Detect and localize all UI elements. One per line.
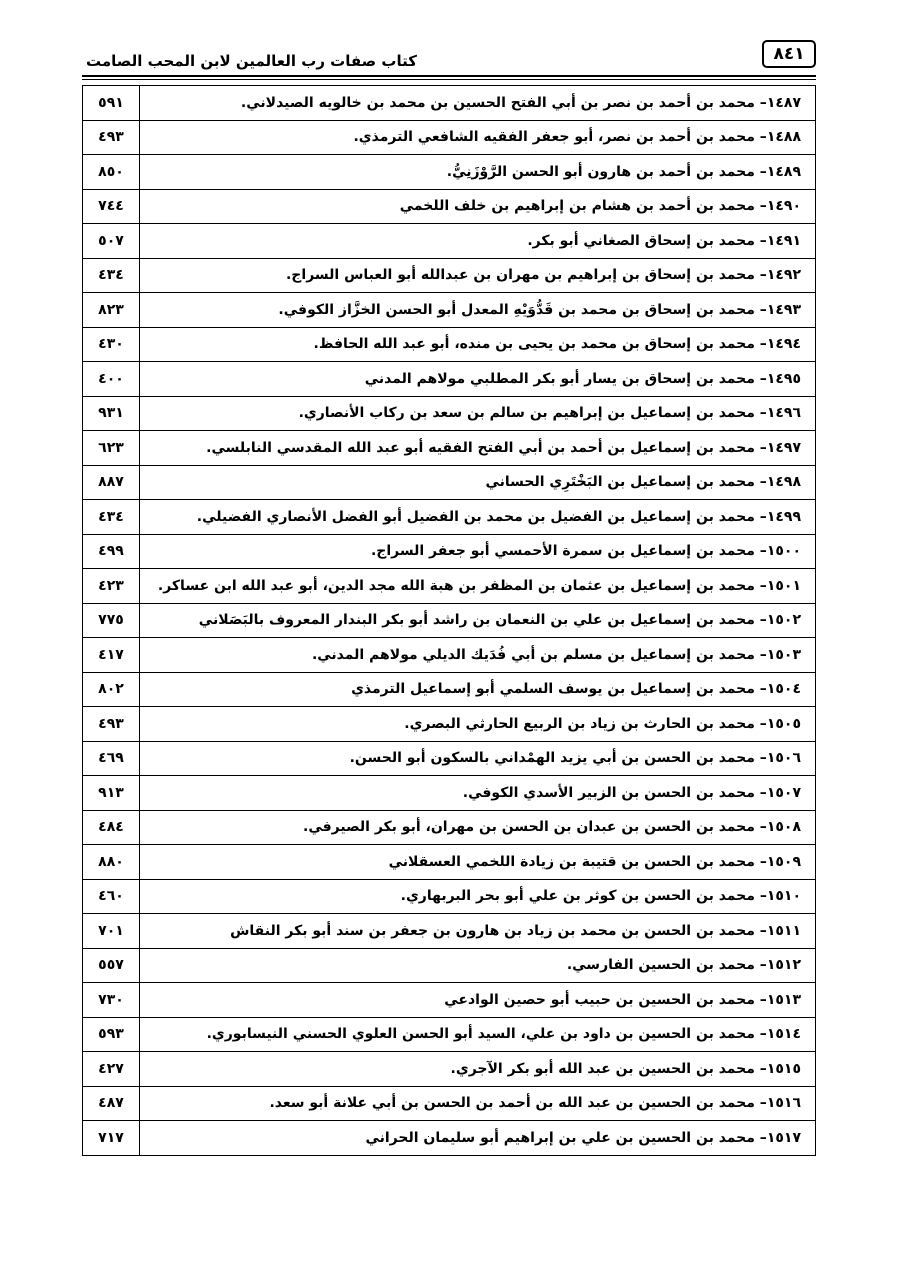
entry-page-number: ٥٥٧ — [83, 948, 140, 983]
page-number: ٨٤١ — [762, 40, 816, 68]
table-row — [83, 569, 816, 604]
entry-page-number: ٩١٣ — [83, 776, 140, 811]
entry-name: ١٥١٣– محمد بن الحسين بن حبيب أبو حصين الوادعي — [140, 983, 816, 1018]
entry-page-number: ٤٠٠ — [83, 362, 140, 397]
entry-name: ١٤٩٣– محمد بن إسحاق بن محمد بن قَدُّوَيْهِ المعدل أبو الحسن الخزَّاز الكوفي. — [140, 293, 816, 328]
table-row — [83, 948, 816, 983]
table-row — [83, 189, 816, 224]
entry-page-number: ٧٤٤ — [83, 189, 140, 224]
entry-name: ١٥١٢– محمد بن الحسين الفارسي. — [140, 948, 816, 983]
entry-page-number: ٤٢٧ — [83, 1052, 140, 1087]
table-row — [83, 396, 816, 431]
entry-page-number: ٧٣٠ — [83, 983, 140, 1018]
entry-page-number: ٧١٧ — [83, 1121, 140, 1156]
entry-name: ١٤٩٢– محمد بن إسحاق بن إبراهيم بن مهران بن عبدالله أبو العباس السراج. — [140, 258, 816, 293]
entry-name: ١٥٠٧– محمد بن الحسن بن الزبير الأسدي الكوفي. — [140, 776, 816, 811]
table-row — [83, 638, 816, 673]
entry-name: ١٥٠٣– محمد بن إسماعيل بن مسلم بن أبي فُدَيك الديلي مولاهم المدني. — [140, 638, 816, 673]
entry-name: ١٤٩٥– محمد بن إسحاق بن يسار أبو بكر المطلبي مولاهم المدني — [140, 362, 816, 397]
entry-name: ١٤٩٦– محمد بن إسماعيل بن إبراهيم بن سالم بن سعد بن ركاب الأنصاري. — [140, 396, 816, 431]
entry-page-number: ٤٣٠ — [83, 327, 140, 362]
page-header — [82, 40, 816, 76]
table-row — [83, 914, 816, 949]
entry-page-number: ٩٣١ — [83, 396, 140, 431]
entry-page-number: ٧٧٥ — [83, 603, 140, 638]
entry-page-number: ٨٢٣ — [83, 293, 140, 328]
entry-name: ١٥١٠– محمد بن الحسن بن كوثر بن علي أبو بحر البربهاري. — [140, 879, 816, 914]
table-row — [83, 465, 816, 500]
entry-page-number: ٥٩١ — [83, 86, 140, 121]
index-table — [82, 85, 816, 1156]
entry-name: ١٥٠٤– محمد بن إسماعيل بن يوسف السلمي أبو إسماعيل الترمذي — [140, 672, 816, 707]
entry-name: ١٤٩٤– محمد بن إسحاق بن محمد بن يحيى بن منده، أبو عبد الله الحافظ. — [140, 327, 816, 362]
header-rule-thin — [82, 79, 816, 80]
table-row — [83, 983, 816, 1018]
entry-page-number: ٤٨٤ — [83, 810, 140, 845]
entry-page-number: ٤٩٣ — [83, 707, 140, 742]
entry-name: ١٥١٤– محمد بن الحسين بن داود بن علي، السيد أبو الحسن العلوي الحسني النيسابوري. — [140, 1017, 816, 1052]
entry-name: ١٤٩٠– محمد بن أحمد بن هشام بن إبراهيم بن خلف اللخمي — [140, 189, 816, 224]
table-row — [83, 500, 816, 535]
entry-page-number: ٤٩٩ — [83, 534, 140, 569]
entry-page-number: ٤١٧ — [83, 638, 140, 673]
table-row — [83, 707, 816, 742]
entry-name: ١٤٩١– محمد بن إسحاق الصغاني أبو بكر. — [140, 224, 816, 259]
entry-page-number: ٨٠٢ — [83, 672, 140, 707]
table-row — [83, 327, 816, 362]
table-row — [83, 1086, 816, 1121]
entry-name: ١٥١١– محمد بن الحسن بن محمد بن زياد بن هارون بن جعفر بن سند أبو بكر النقاش — [140, 914, 816, 949]
table-row — [83, 741, 816, 776]
entry-name: ١٤٩٨– محمد بن إسماعيل بن البَخْتَرِي الحساني — [140, 465, 816, 500]
entry-page-number: ٤٨٧ — [83, 1086, 140, 1121]
table-row — [83, 1052, 816, 1087]
entry-page-number: ٧٠١ — [83, 914, 140, 949]
entry-name: ١٤٨٨– محمد بن أحمد بن نصر، أبو جعفر الفقيه الشافعي الترمذي. — [140, 120, 816, 155]
entry-page-number: ٦٢٣ — [83, 431, 140, 466]
header-rule — [82, 75, 816, 77]
entry-page-number: ٨٨٧ — [83, 465, 140, 500]
entry-name: ١٥١٥– محمد بن الحسين بن عبد الله أبو بكر الآجري. — [140, 1052, 816, 1087]
table-row — [83, 431, 816, 466]
entry-page-number: ٥٩٣ — [83, 1017, 140, 1052]
table-row — [83, 1121, 816, 1156]
table-row — [83, 776, 816, 811]
table-row — [83, 672, 816, 707]
book-title: كتاب صفات رب العالمين لابن المحب الصامت — [86, 52, 417, 70]
entry-page-number: ٨٨٠ — [83, 845, 140, 880]
table-row — [83, 86, 816, 121]
entry-name: ١٤٨٧– محمد بن أحمد بن نصر بن أبي الفتح الحسين بن محمد بن خالويه الصيدلاني. — [140, 86, 816, 121]
entry-name: ١٤٨٩– محمد بن أحمد بن هارون أبو الحسن الرَّوْزَنِيُّ. — [140, 155, 816, 190]
entry-name: ١٤٩٩– محمد بن إسماعيل بن الفضيل بن محمد بن الفضيل أبو الفضل الأنصاري الفضيلي. — [140, 500, 816, 535]
entry-name: ١٥٠٩– محمد بن الحسن بن قتيبة بن زيادة اللخمي العسقلاني — [140, 845, 816, 880]
entry-name: ١٥١٦– محمد بن الحسين بن عبد الله بن أحمد بن الحسن بن أبي علانة أبو سعد. — [140, 1086, 816, 1121]
entry-name: ١٥٠٥– محمد بن الحارث بن زياد بن الربيع الحارثي البصري. — [140, 707, 816, 742]
table-row — [83, 155, 816, 190]
table-row — [83, 258, 816, 293]
table-row — [83, 224, 816, 259]
entry-name: ١٥٠٦– محمد بن الحسن بن أبي يزيد الهمْداني بالسكون أبو الحسن. — [140, 741, 816, 776]
table-row — [83, 1017, 816, 1052]
entry-name: ١٥١٧– محمد بن الحسين بن علي بن إبراهيم أبو سليمان الحراني — [140, 1121, 816, 1156]
entry-page-number: ٤٦٠ — [83, 879, 140, 914]
entry-name: ١٥٠٠– محمد بن إسماعيل بن سمرة الأحمسي أبو جعفر السراج. — [140, 534, 816, 569]
entry-page-number: ٨٥٠ — [83, 155, 140, 190]
entry-name: ١٤٩٧– محمد بن إسماعيل بن أحمد بن أبي الفتح الفقيه أبو عبد الله المقدسي النابلسي. — [140, 431, 816, 466]
entry-page-number: ٤٦٩ — [83, 741, 140, 776]
entry-name: ١٥٠٨– محمد بن الحسن بن عبدان بن الحسن بن مهران، أبو بكر الصيرفي. — [140, 810, 816, 845]
entry-page-number: ٤٢٣ — [83, 569, 140, 604]
entry-page-number: ٥٠٧ — [83, 224, 140, 259]
table-row — [83, 534, 816, 569]
entry-page-number: ٤٣٤ — [83, 258, 140, 293]
table-row — [83, 293, 816, 328]
index-table-container — [82, 85, 816, 1156]
entry-name: ١٥٠١– محمد بن إسماعيل بن عثمان بن المظفر بن هبة الله مجد الدين، أبو عبد الله ابن عساكر. — [140, 569, 816, 604]
table-row — [83, 120, 816, 155]
table-row — [83, 362, 816, 397]
entry-page-number: ٤٣٤ — [83, 500, 140, 535]
entry-page-number: ٤٩٣ — [83, 120, 140, 155]
table-row — [83, 879, 816, 914]
table-row — [83, 603, 816, 638]
table-row — [83, 810, 816, 845]
table-row — [83, 845, 816, 880]
entry-name: ١٥٠٢– محمد بن إسماعيل بن علي بن النعمان بن راشد أبو بكر البندار المعروف بالبَصَلاني — [140, 603, 816, 638]
